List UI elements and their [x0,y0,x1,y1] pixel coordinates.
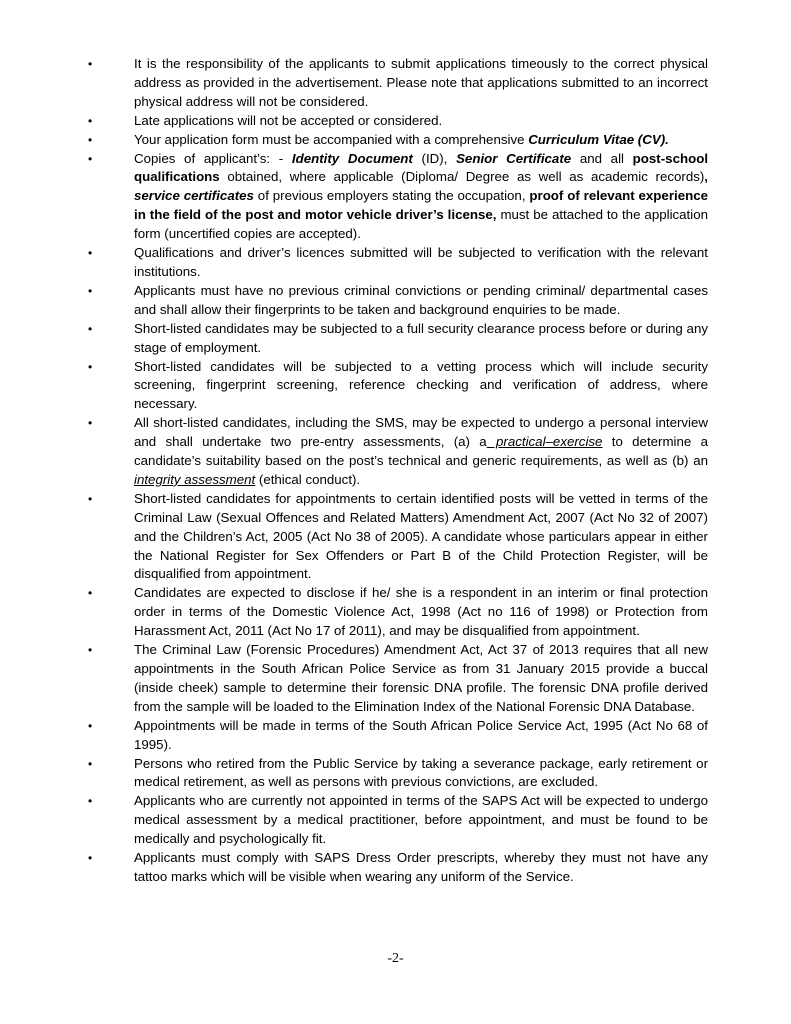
bullet-icon: • [88,794,93,809]
list-item-text: Your application form must be accompanied with a comprehensive [134,131,529,147]
list-item [88,849,708,887]
list-item-text: , [704,169,708,185]
bullet-icon: • [88,113,93,128]
bullet-icon: • [88,246,93,261]
list-item [88,717,708,755]
list-item [88,131,708,150]
list-item [88,414,708,490]
list-item-text: practical–exercise [486,434,603,450]
list-item-text: proof of relevant experience in the field of the post and motor vehicle driver’s license, [134,188,709,223]
list-item-text: to determine a candidate’s suitability based on the post’s technical and generic requirements, as well as (b) an [134,434,708,469]
list-item-text: service certificates [134,188,254,204]
list-item-text: (ethical conduct). [255,471,361,487]
bullet-icon: • [88,586,93,601]
list-item [88,641,708,717]
list-item-text: Persons who retired from the Public Service by taking a severance package, early retirement or medical retirement, as well as persons with previous convictions, are excluded. [134,755,708,790]
list-item-text: Short-listed candidates will be subjected to a vetting process which will include security screening, fingerprint screening, reference checking and verification of address, where necessary. [134,358,708,412]
list-item-text: It is the responsibility of the applicants to submit applications timeously to the correct physical address as provided in the advertisement. Please note that applications submitted to an incorrect physical address will not be considered. [134,56,708,109]
list-item [88,584,708,641]
bullet-icon: • [88,57,93,71]
list-item-text: Copies of applicant’s: - [134,150,292,166]
list-item-text: must be attached to the application form (uncertified copies are accepted). [134,207,708,242]
page-number: -2- [387,951,404,966]
list-item-text: obtained, where applicable (Diploma/ Degree as well as academic records) [219,169,705,185]
list-item-text: Short-listed candidates for appointments to certain identified posts will be vetted in terms of the Criminal Law (Sexual Offences and Related Matters) Amendment Act, 2007 (Act No 32 of 2007) and the Children’s Act, 2005 (Act No 38 of 2005). A candidate whose particulars appear in either the National Register for Sex Offenders or Part B of the Child Protection Register, will be disqualified from appointment. [134,490,708,582]
list-item-text: Applicants who are currently not appointed in terms of the SAPS Act will be expected to undergo medical assessment by a medical practitioner, before appointment, and must be found to be medically and psychologically fit. [134,793,708,847]
list-item [88,792,708,849]
list-item-text: Qualifications and driver’s licences submitted will be subjected to verification with the relevant institutions. [134,245,708,279]
list-item [88,755,708,793]
bullet-icon: • [88,491,93,506]
bullet-icon: • [88,359,93,374]
list-item-text: integrity assessment [134,471,256,487]
list-item-text: Applicants must have no previous criminal convictions or pending criminal/ departmental cases and shall allow their fingerprints to be taken and background enquiries to be made. [134,282,708,317]
list-item-text: The Criminal Law (Forensic Procedures) Amendment Act, Act 37 of 2013 requires that all new appointments in the South African Police Service as from 31 January 2015 provide a buccal (inside cheek) sample to determine their forensic DNA profile. The forensic DNA profile derived from the sample will be loaded to the Elimination Index of the National Forensic DNA Database. [134,642,708,714]
list-item [88,150,708,245]
bullet-icon: • [88,756,93,771]
list-item [88,320,708,358]
list-item-text: of previous employers stating the occupation, [253,188,530,204]
list-item [88,112,708,131]
list-item-text: Applicants must comply with SAPS Dress Order prescripts, whereby they must not have any tattoo marks which will be visible when wearing any uniform of the Service. [134,850,708,884]
list-item-text: Candidates are expected to disclose if he/ she is a respondent in an interim or final protection order in terms of the Domestic Violence Act, 1998 (Act no 116 of 1998) or Protection from Harassment Act, 2011 (Act No 17 of 2011), and may be disqualified from appointment. [134,585,708,639]
list-item [88,490,708,585]
list-item-text: Curriculum Vitae (CV). [528,131,669,147]
list-item [88,282,708,320]
bullet-icon: • [88,643,93,658]
list-item-text: All short-listed candidates, including the SMS, may be expected to undergo a personal interview and shall undertake two pre-entry assessments, (a) a [134,415,708,450]
list-item-text: and all [571,150,633,166]
list-item [88,244,708,282]
list-item-text: (ID), [412,150,457,166]
bullet-icon: • [88,151,93,166]
list-item-text: Appointments will be made in terms of the South African Police Service Act, 1995 (Act No 68 of 1995). [134,717,708,752]
list-item-text: Short-listed candidates may be subjected to a full security clearance process before or during any stage of employment. [134,320,708,355]
requirements-bullet-list [88,55,708,887]
list-item [88,358,708,415]
bullet-icon: • [88,321,93,336]
list-item-text: Late applications will not be accepted or considered. [134,112,443,128]
bullet-icon: • [88,132,93,147]
bullet-icon: • [88,283,93,298]
list-item-text: post-school qualifications [134,150,709,185]
bullet-icon: • [88,718,93,733]
list-item [88,55,708,112]
bullet-icon: • [88,416,93,431]
bullet-icon: • [88,851,93,866]
list-item-text: Identity Document [291,150,413,166]
list-item-text: Senior Certificate [456,150,572,166]
